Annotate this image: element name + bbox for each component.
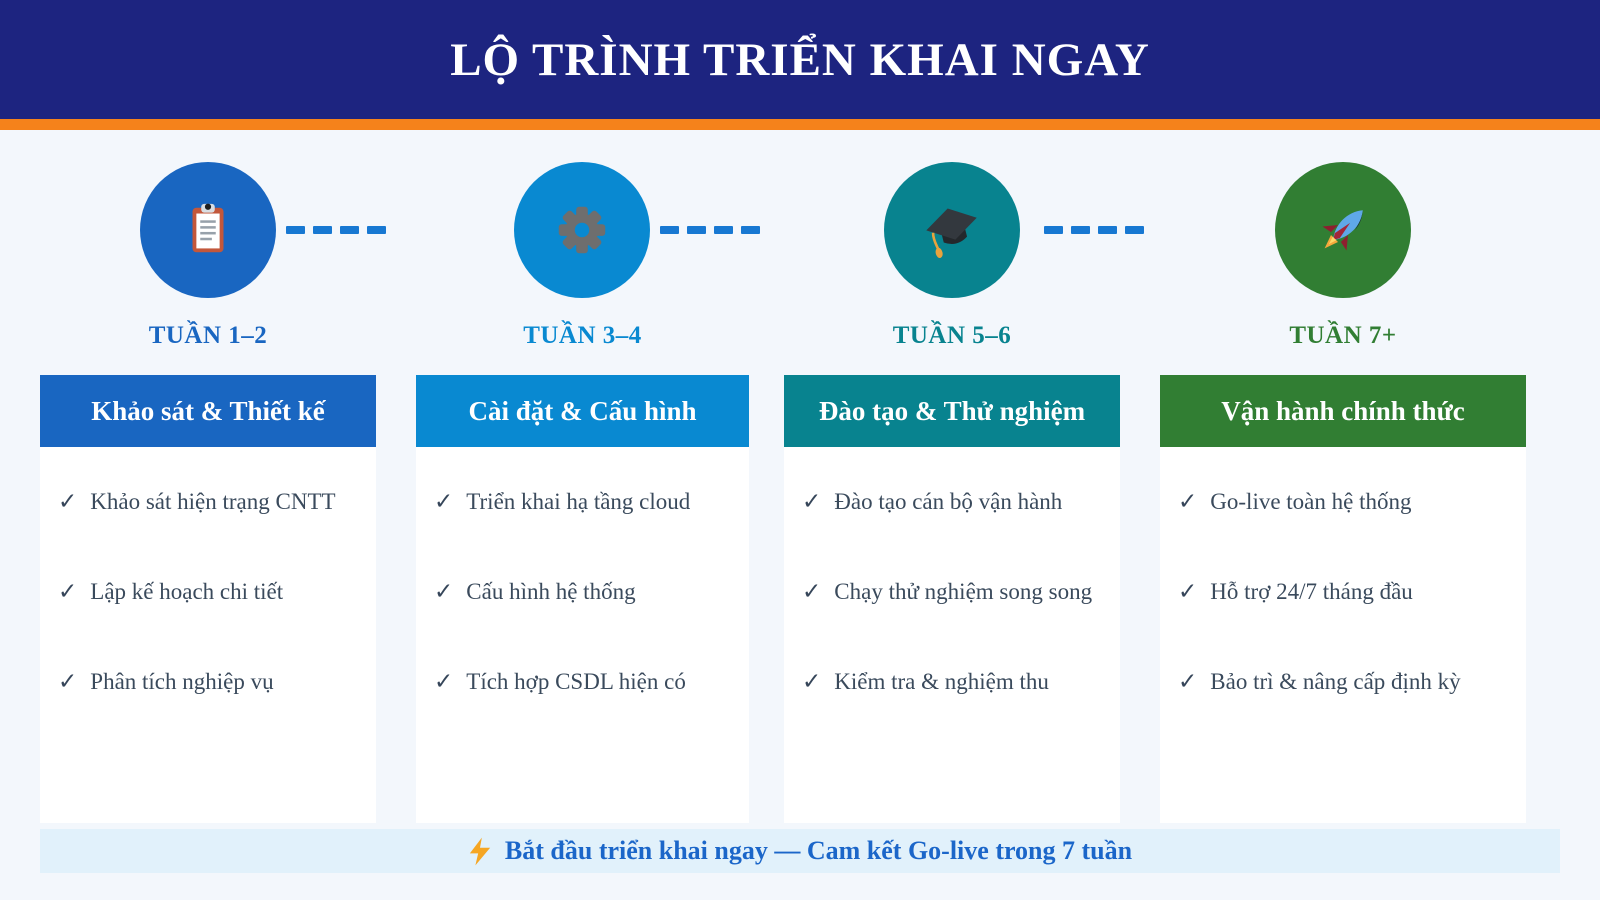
gear-icon bbox=[551, 199, 613, 261]
check-icon: ✓ bbox=[802, 669, 822, 695]
lightning-icon bbox=[468, 837, 492, 866]
list-item bbox=[58, 667, 366, 697]
card-body-2 bbox=[416, 447, 749, 823]
card-header-2: Cài đặt & Cấu hình bbox=[416, 375, 749, 447]
rocket-icon bbox=[1311, 198, 1375, 262]
check-icon: ✓ bbox=[1178, 579, 1198, 605]
list-item bbox=[58, 577, 366, 607]
week-label-3: TUẦN 5–6 bbox=[892, 322, 1012, 349]
card-body-3 bbox=[784, 447, 1120, 823]
card-body-1 bbox=[40, 447, 376, 823]
phase-circle-2 bbox=[514, 162, 650, 298]
connector-1 bbox=[286, 226, 386, 234]
connector-3 bbox=[1044, 226, 1144, 234]
list-item bbox=[802, 577, 1110, 607]
list-item bbox=[58, 487, 366, 517]
clipboard-icon bbox=[177, 199, 239, 261]
phase-circle-3 bbox=[884, 162, 1020, 298]
list-item bbox=[802, 487, 1110, 517]
week-label-4: TUẦN 7+ bbox=[1289, 322, 1397, 349]
check-icon: ✓ bbox=[58, 489, 78, 515]
connector-2 bbox=[660, 226, 760, 234]
banner-text: Bắt đầu triển khai ngay — Cam kết Go-live trong 7 tuần bbox=[504, 836, 1133, 865]
list-item-text: Go-live toàn hệ thống bbox=[1210, 489, 1412, 514]
check-icon: ✓ bbox=[1178, 489, 1198, 515]
check-icon: ✓ bbox=[58, 669, 78, 695]
title-bar bbox=[0, 0, 1600, 119]
list-item-text: Hỗ trợ 24/7 tháng đầu bbox=[1210, 579, 1413, 604]
list-item-text: Khảo sát hiện trạng CNTT bbox=[90, 489, 336, 514]
list-item bbox=[434, 487, 739, 517]
list-item-text: Cấu hình hệ thống bbox=[466, 579, 636, 604]
phase-circle-4 bbox=[1275, 162, 1411, 298]
list-item-text: Phân tích nghiệp vụ bbox=[90, 669, 274, 694]
list-item-text: Kiểm tra & nghiệm thu bbox=[834, 669, 1049, 694]
commitment-banner bbox=[40, 829, 1560, 873]
check-icon: ✓ bbox=[434, 579, 454, 605]
check-icon: ✓ bbox=[434, 669, 454, 695]
phase-circle-1 bbox=[140, 162, 276, 298]
list-item bbox=[802, 667, 1110, 697]
check-icon: ✓ bbox=[802, 489, 822, 515]
list-item bbox=[434, 667, 739, 697]
card-header-4: Vận hành chính thức bbox=[1160, 375, 1526, 447]
list-item bbox=[1178, 577, 1516, 607]
check-icon: ✓ bbox=[802, 579, 822, 605]
check-icon: ✓ bbox=[434, 489, 454, 515]
check-icon: ✓ bbox=[58, 579, 78, 605]
check-icon: ✓ bbox=[1178, 669, 1198, 695]
page-title: LỘ TRÌNH TRIỂN KHAI NGAY bbox=[450, 33, 1150, 86]
list-item-text: Bảo trì & nâng cấp định kỳ bbox=[1210, 669, 1461, 694]
accent-bar bbox=[0, 119, 1600, 130]
list-item-text: Triển khai hạ tầng cloud bbox=[466, 489, 691, 514]
list-item-text: Chạy thử nghiệm song song bbox=[834, 579, 1093, 604]
card-body-4 bbox=[1160, 447, 1526, 823]
list-item bbox=[1178, 667, 1516, 697]
week-label-2: TUẦN 3–4 bbox=[523, 322, 642, 349]
list-item bbox=[434, 577, 739, 607]
card-header-3: Đào tạo & Thử nghiệm bbox=[784, 375, 1120, 447]
graduation-cap-icon bbox=[920, 198, 984, 262]
list-item bbox=[1178, 487, 1516, 517]
card-header-1: Khảo sát & Thiết kế bbox=[40, 375, 376, 447]
list-item-text: Lập kế hoạch chi tiết bbox=[90, 579, 284, 604]
week-label-1: TUẦN 1–2 bbox=[148, 322, 268, 349]
list-item-text: Đào tạo cán bộ vận hành bbox=[834, 489, 1063, 514]
list-item-text: Tích hợp CSDL hiện có bbox=[466, 669, 686, 694]
